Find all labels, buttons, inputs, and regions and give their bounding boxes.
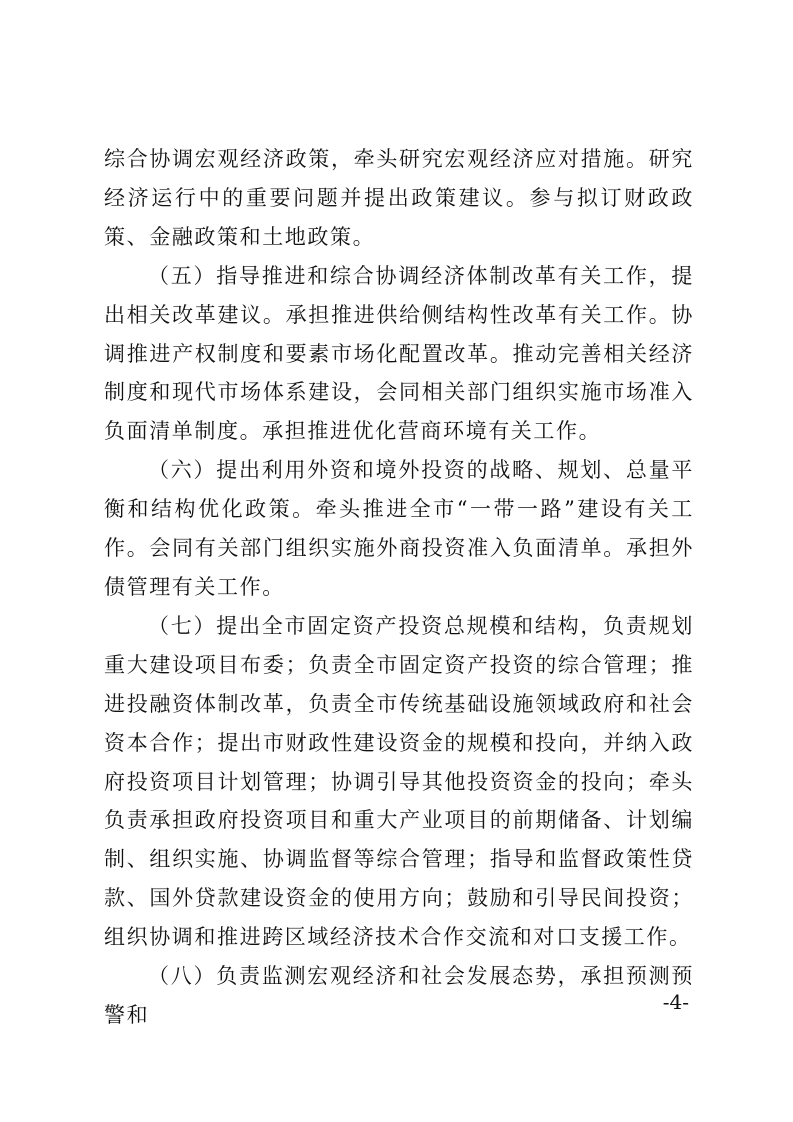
page-number: -4- xyxy=(662,990,689,1014)
paragraph-item-8: （八）负责监测宏观经济和社会发展态势，承担预测预警和 xyxy=(104,964,694,1027)
document-body xyxy=(104,140,694,1035)
paragraph-item-6: （六）提出利用外资和境外投资的战略、规划、总量平衡和结构优化政策。牵头推进全市“一带一路”建设有关工作。会同有关部门组织实施外商投资准入负面清单。承担外债管理有关工作。 xyxy=(104,458,694,599)
paragraph-item-7: （七）提出全市固定资产投资总规模和结构，负责规划重大建设项目布委；负责全市固定资产投资的综合管理；推进投融资体制改革，负责全市传统基础设施领域政府和社会资本合作；提出市财政性建设资金的规模和投向，并纳入政府投资项目计划管理；协调引导其他投资资金的投向；牵头负责承担政府投资项目和重大产业项目的前期储备、计划编制、组织实施、协调监督等综合管理；指导和监督政策性贷款、国外贷款建设资金的使用方向；鼓励和引导民间投资；组织协调和推进跨区域经济技术合作交流和对口支援工作。 xyxy=(104,613,694,950)
paragraph-item-5: （五）指导推进和综合协调经济体制改革有关工作，提出相关改革建议。承担推进供给侧结构性改革有关工作。协调推进产权制度和要素市场化配置改革。推动完善相关经济制度和现代市场体系建设，会同相关部门组织实施市场准入负面清单制度。承担推进优化营商环境有关工作。 xyxy=(104,263,694,444)
paragraph-continued: 综合协调宏观经济政策，牵头研究宏观经济应对措施。研究经济运行中的重要问题并提出政策建议。参与拟订财政政策、金融政策和土地政策。 xyxy=(104,147,694,249)
